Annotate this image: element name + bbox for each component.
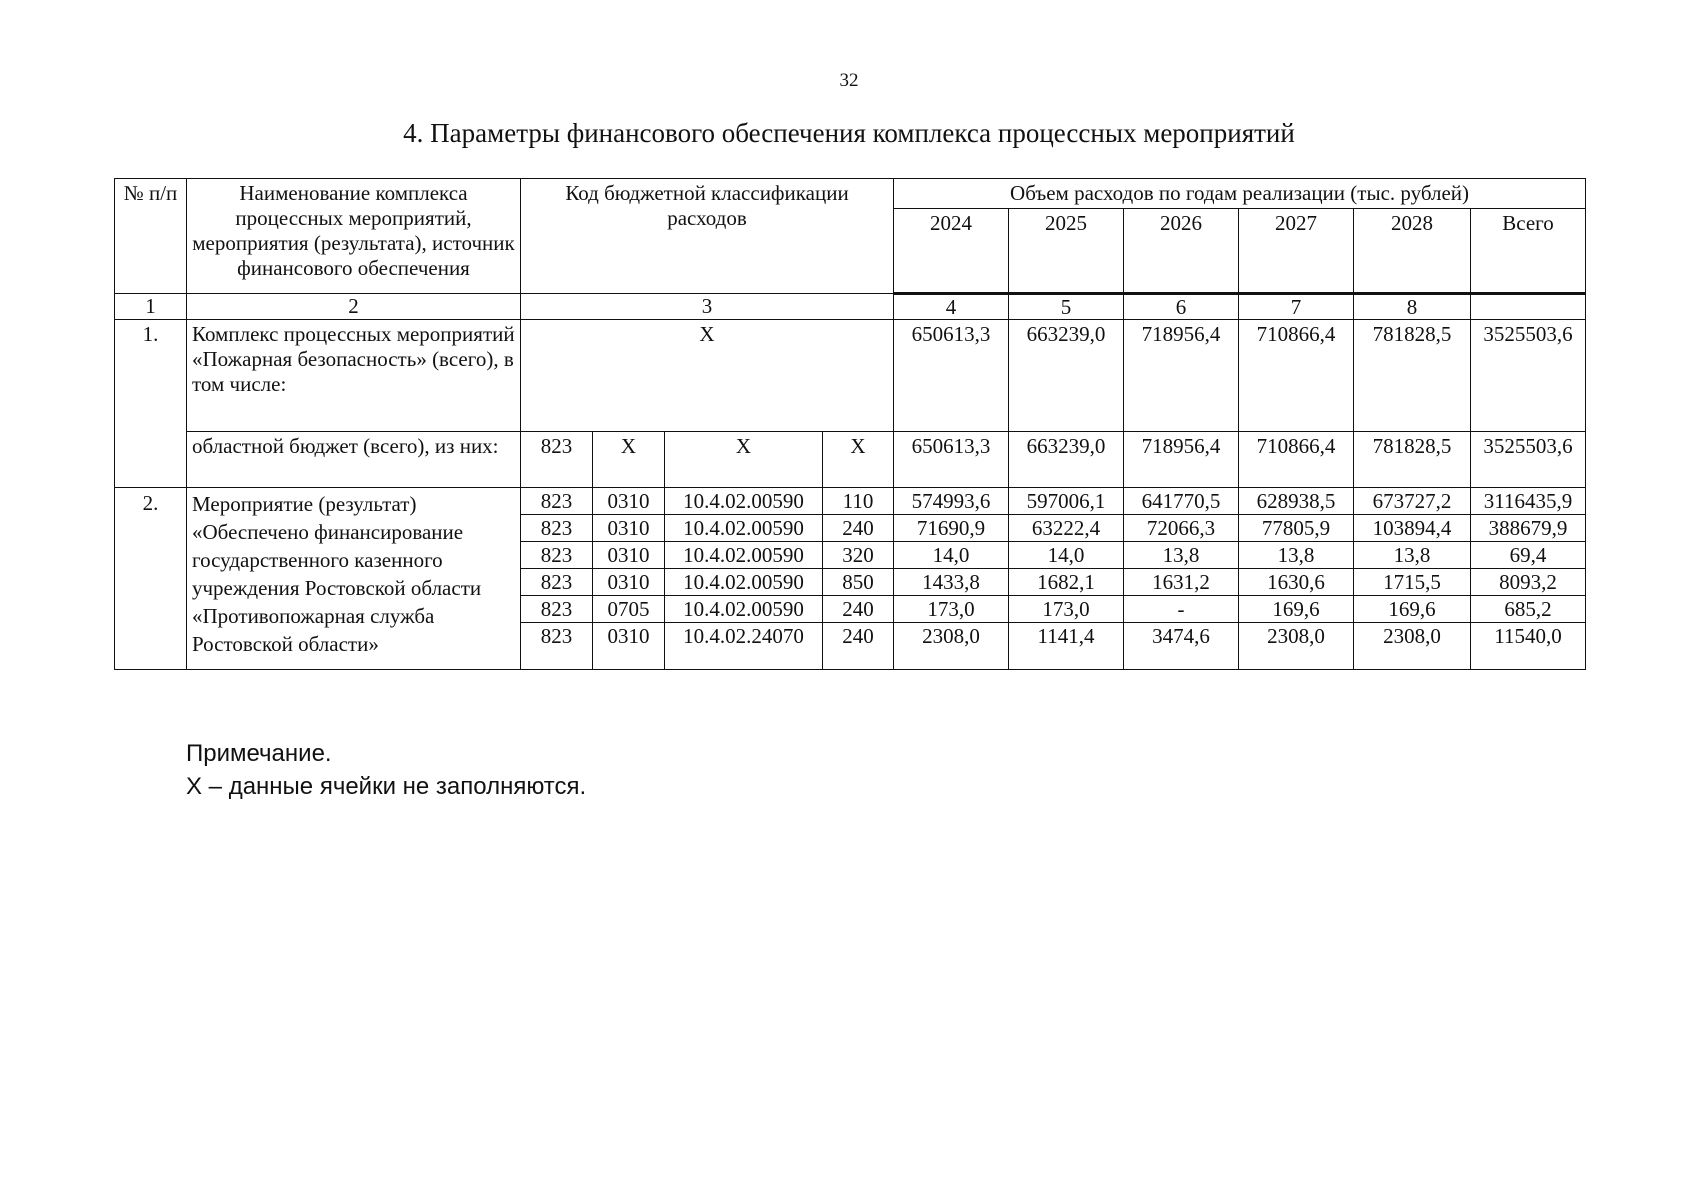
row-value: 628938,5 — [1239, 488, 1354, 515]
header-year: 2028 — [1354, 209, 1471, 294]
row-value: 1715,5 — [1354, 569, 1471, 596]
header-num: № п/п — [115, 179, 187, 294]
code-cell: 0310 — [593, 515, 665, 542]
row-number: 2. — [115, 488, 187, 670]
column-index: 8 — [1354, 294, 1471, 320]
note-block — [186, 737, 586, 803]
code-cell: 320 — [823, 542, 894, 569]
row-value: 71690,9 — [894, 515, 1009, 542]
row-value: 781828,5 — [1354, 320, 1471, 432]
row-value: 173,0 — [1009, 596, 1124, 623]
row-value: 3474,6 — [1124, 623, 1239, 670]
code-cell: X — [665, 432, 823, 488]
row-total: 388679,9 — [1471, 515, 1586, 542]
row-name: Комплекс процессных мероприятий «Пожарная безопасность» (всего), в том числе: — [187, 320, 521, 432]
header-volume: Объем расходов по годам реализации (тыс. рублей) — [894, 179, 1586, 209]
row-total: 8093,2 — [1471, 569, 1586, 596]
row-value: 781828,5 — [1354, 432, 1471, 488]
row-value: 1631,2 — [1124, 569, 1239, 596]
row-value: 710866,4 — [1239, 432, 1354, 488]
column-index: 5 — [1009, 294, 1124, 320]
code-cell: 0310 — [593, 569, 665, 596]
note-heading: Примечание. — [186, 740, 332, 767]
column-index-row — [115, 294, 1586, 320]
code-cell: 823 — [521, 542, 593, 569]
header-year: 2027 — [1239, 209, 1354, 294]
row-value: 173,0 — [894, 596, 1009, 623]
table-row — [115, 320, 1586, 432]
column-index: 2 — [187, 294, 521, 320]
header-name: Наименование комплекса процессных мероприятий, мероприятия (результата), источник финансового обеспечения — [187, 179, 521, 294]
row-value: 650613,3 — [894, 320, 1009, 432]
column-index: 1 — [115, 294, 187, 320]
code-cell: 10.4.02.00590 — [665, 515, 823, 542]
financial-parameters-table — [114, 178, 1586, 670]
row-total: 11540,0 — [1471, 623, 1586, 670]
header-year: 2025 — [1009, 209, 1124, 294]
row-value: 169,6 — [1239, 596, 1354, 623]
header-code: Код бюджетной классификации расходов — [521, 179, 894, 294]
code-cell: 823 — [521, 515, 593, 542]
row-value: 2308,0 — [1354, 623, 1471, 670]
row-value: 597006,1 — [1009, 488, 1124, 515]
header-year: 2024 — [894, 209, 1009, 294]
code-cell: 823 — [521, 432, 593, 488]
row-total: 685,2 — [1471, 596, 1586, 623]
row-value: 574993,6 — [894, 488, 1009, 515]
code-cell: 850 — [823, 569, 894, 596]
row-value: 650613,3 — [894, 432, 1009, 488]
column-index: 3 — [521, 294, 894, 320]
row-value: 2308,0 — [894, 623, 1009, 670]
code-cell: 240 — [823, 623, 894, 670]
column-index — [1471, 294, 1586, 320]
row-value: 63222,4 — [1009, 515, 1124, 542]
code-cell: 10.4.02.24070 — [665, 623, 823, 670]
row-total: 69,4 — [1471, 542, 1586, 569]
table-row — [115, 488, 1586, 515]
code-cell: X — [823, 432, 894, 488]
column-index: 7 — [1239, 294, 1354, 320]
row-value: 1682,1 — [1009, 569, 1124, 596]
row-value: 13,8 — [1354, 542, 1471, 569]
row-value: 663239,0 — [1009, 320, 1124, 432]
header-year: 2026 — [1124, 209, 1239, 294]
page-number: 32 — [839, 70, 859, 91]
column-index: 6 — [1124, 294, 1239, 320]
code-cell: 0310 — [593, 623, 665, 670]
header-row — [115, 179, 1586, 209]
note-text: X – данные ячейки не заполняются. — [186, 773, 587, 800]
row-value: 1141,4 — [1009, 623, 1124, 670]
code-cell: 0310 — [593, 542, 665, 569]
code-cell: 10.4.02.00590 — [665, 488, 823, 515]
row-value: 2308,0 — [1239, 623, 1354, 670]
code-cell: 240 — [823, 515, 894, 542]
row-value: 72066,3 — [1124, 515, 1239, 542]
row-value: 1630,6 — [1239, 569, 1354, 596]
row-number: 1. — [115, 320, 187, 488]
code-cell: 240 — [823, 596, 894, 623]
code-cell: X — [593, 432, 665, 488]
row-total: 3116435,9 — [1471, 488, 1586, 515]
code-cell: 823 — [521, 488, 593, 515]
code-cell: 10.4.02.00590 — [665, 542, 823, 569]
code-cell: 10.4.02.00590 — [665, 569, 823, 596]
row-total: 3525503,6 — [1471, 320, 1586, 432]
table-row — [115, 432, 1586, 488]
row-value: 663239,0 — [1009, 432, 1124, 488]
row-value: 718956,4 — [1124, 320, 1239, 432]
row-code: X — [521, 320, 894, 432]
row-value: 14,0 — [1009, 542, 1124, 569]
row-value: 673727,2 — [1354, 488, 1471, 515]
row-name: Мероприятие (результат) «Обеспечено финансирование государственного казенного учреждения Ростовской области «Противопожарная служба Ростовской области» — [187, 488, 521, 670]
column-index: 4 — [894, 294, 1009, 320]
document-title: 4. Параметры финансового обеспечения комплекса процессных мероприятий — [403, 118, 1295, 148]
row-value: 1433,8 — [894, 569, 1009, 596]
code-cell: 823 — [521, 623, 593, 670]
row-value: 169,6 — [1354, 596, 1471, 623]
code-cell: 110 — [823, 488, 894, 515]
row-value: 14,0 — [894, 542, 1009, 569]
code-cell: 0705 — [593, 596, 665, 623]
row-value: 13,8 — [1124, 542, 1239, 569]
code-cell: 823 — [521, 569, 593, 596]
row-value: 718956,4 — [1124, 432, 1239, 488]
row-name: областной бюджет (всего), из них: — [187, 432, 521, 488]
code-cell: 10.4.02.00590 — [665, 596, 823, 623]
row-value: 103894,4 — [1354, 515, 1471, 542]
row-value: 641770,5 — [1124, 488, 1239, 515]
row-value: - — [1124, 596, 1239, 623]
header-total: Всего — [1471, 209, 1586, 294]
row-value: 77805,9 — [1239, 515, 1354, 542]
code-cell: 823 — [521, 596, 593, 623]
row-value: 13,8 — [1239, 542, 1354, 569]
row-total: 3525503,6 — [1471, 432, 1586, 488]
code-cell: 0310 — [593, 488, 665, 515]
row-value: 710866,4 — [1239, 320, 1354, 432]
